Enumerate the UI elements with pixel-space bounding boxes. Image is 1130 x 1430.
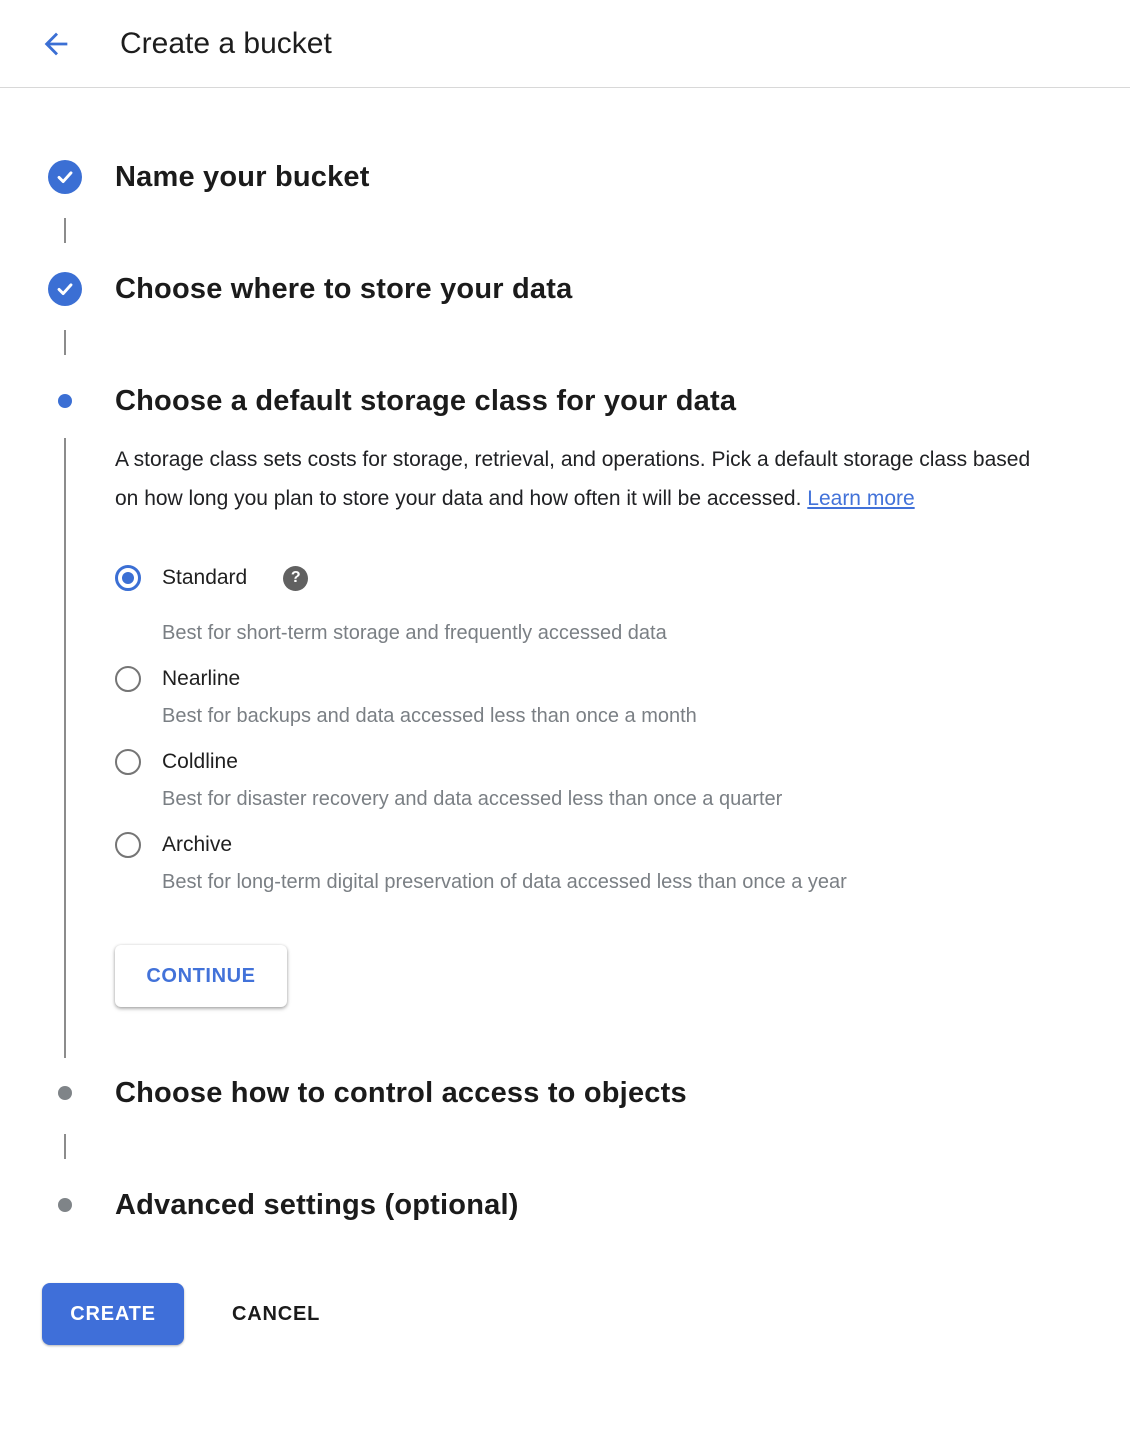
- storage-class-description: A storage class sets costs for storage, retrieval, and operations. Pick a default storage class based on how long you plan to store your data and how often it will be accessed. Learn more: [115, 448, 1031, 510]
- step-connector: [64, 330, 66, 355]
- step-advanced-settings: [48, 1188, 1082, 1222]
- step-connector: [64, 218, 66, 243]
- help-icon[interactable]: ?: [283, 566, 308, 591]
- step-rail: [48, 1076, 82, 1188]
- back-arrow-icon: [39, 27, 73, 61]
- option-coldline: [115, 747, 1082, 812]
- step-title-choose-where-to-store[interactable]: Choose where to store your data: [115, 272, 573, 305]
- option-label-standard[interactable]: Standard: [162, 566, 248, 589]
- header: [0, 0, 1130, 88]
- step-rail: [48, 272, 82, 384]
- cancel-button[interactable]: CANCEL: [232, 1293, 320, 1336]
- step-rail: [48, 384, 82, 1076]
- page-title: Create a bucket: [120, 26, 332, 60]
- step-title-name-your-bucket[interactable]: Name your bucket: [115, 160, 370, 193]
- create-button[interactable]: CREATE: [42, 1283, 184, 1345]
- footer-actions: [0, 1283, 1130, 1391]
- option-description-nearline: Best for backups and data accessed less than once a month: [162, 705, 697, 727]
- option-archive: [115, 830, 1082, 895]
- option-description-coldline: Best for disaster recovery and data accessed less than once a quarter: [162, 788, 783, 810]
- step-title-choose-storage-class[interactable]: Choose a default storage class for your data: [115, 384, 737, 417]
- step-rail: [48, 160, 82, 272]
- step-choose-storage-class: [48, 384, 1082, 1076]
- option-label-coldline[interactable]: Coldline: [162, 750, 238, 773]
- step-complete-check-icon: [48, 272, 82, 306]
- step-connector: [64, 438, 66, 1058]
- back-button[interactable]: [38, 26, 74, 62]
- option-row-standard[interactable]: [115, 563, 1082, 593]
- radio-archive[interactable]: [115, 832, 141, 858]
- option-description-archive: Best for long-term digital preservation of data accessed less than once a year: [162, 871, 847, 893]
- radio-nearline[interactable]: [115, 666, 141, 692]
- radio-coldline[interactable]: [115, 749, 141, 775]
- option-row-archive[interactable]: [115, 830, 1082, 860]
- step-title-advanced-settings: Advanced settings (optional): [115, 1188, 519, 1221]
- option-row-nearline[interactable]: [115, 664, 1082, 694]
- option-standard: [115, 563, 1082, 646]
- step-complete-check-icon: [48, 160, 82, 194]
- step-choose-where-to-store: [48, 272, 1082, 384]
- step-connector: [64, 1134, 66, 1159]
- option-label-archive[interactable]: Archive: [162, 833, 233, 856]
- step-active-dot-icon: [58, 394, 72, 408]
- option-label-nearline[interactable]: Nearline: [162, 667, 241, 690]
- step-pending-dot-icon: [58, 1086, 72, 1100]
- step-pending-dot-icon: [58, 1198, 72, 1212]
- step-name-your-bucket: [48, 160, 1082, 272]
- option-row-coldline[interactable]: [115, 747, 1082, 777]
- radio-standard[interactable]: [115, 565, 141, 591]
- storage-class-radio-group: [115, 563, 1082, 895]
- continue-button[interactable]: CONTINUE: [115, 945, 287, 1007]
- stepper: [0, 88, 1130, 1222]
- step-title-control-access: Choose how to control access to objects: [115, 1076, 687, 1109]
- option-description-standard: Best for short-term storage and frequently accessed data: [162, 622, 667, 644]
- step-rail: [48, 1188, 82, 1222]
- learn-more-link[interactable]: Learn more: [807, 487, 915, 510]
- option-nearline: [115, 664, 1082, 729]
- step-control-access: [48, 1076, 1082, 1188]
